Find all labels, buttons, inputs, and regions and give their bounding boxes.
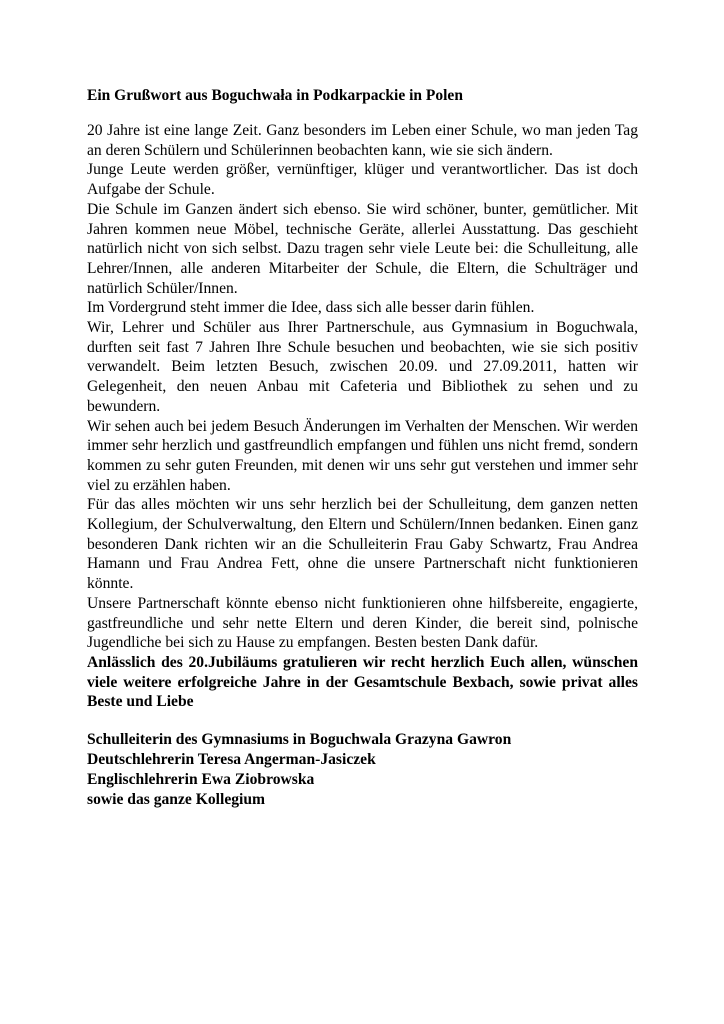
paragraph-thanks: Für das alles möchten wir uns sehr herzlich bei der Schulleitung, dem ganzen netten Kollegium, der Schulverwaltung, den Eltern und Schülern/Innen bedanken. Einen ganz besonderen Dank richten wir an die Schulleiterin Frau Gaby Schwartz, Frau Andrea Hamann und Frau Andrea Fett, ohne die unsere Partnerschaft nicht funktionieren könnte.	[87, 496, 638, 593]
signature-headmistress: Schulleiterin des Gymnasiums in Boguchwala Grazyna Gawron	[87, 731, 512, 749]
paragraph-visits: Wir sehen auch bei jedem Besuch Änderungen im Verhalten der Menschen. Wir werden immer sehr herzlich und gastfreundlich empfangen und fühlen uns nicht fremd, sondern kommen zu sehr guten Freunden, mit denen wir uns sehr gut verstehen und immer sehr viel zu erzählen haben.	[87, 417, 638, 494]
signature-english-teacher: Englischlehrerin Ewa Ziobrowska	[87, 771, 315, 789]
signature-block	[87, 730, 638, 810]
signature-german-teacher: Deutschlehrerin Teresa Angerman-Jasiczek	[87, 751, 376, 769]
paragraph-main-idea: Im Vordergrund steht immer die Idee, dass sich alle besser darin fühlen.	[87, 299, 535, 317]
document-content	[87, 85, 638, 810]
paragraph-school-changes: Die Schule im Ganzen ändert sich ebenso. Sie wird schöner, bunter, gemütlicher. Mit Jahren kommen neue Möbel, technische Geräte, allerlei Ausstattung. Das geschieht natürlich nicht von sich selbst. Dazu tragen sehr viele Leute bei: die Schulleitung, alle Lehrer/Innen, alle anderen Mitarbeiter der Schule, die Eltern, die Schulträger und natürlich Schüler/Innen.	[87, 200, 638, 297]
signature-staff: sowie das ganze Kollegium	[87, 791, 266, 809]
paragraph-congratulations: Anlässlich des 20.Jubiläums gratulieren wir recht herzlich Euch allen, wünschen viele weitere erfolgreiche Jahre in der Gesamtschule Bexbach, sowie privat alles Beste und Liebe	[87, 653, 638, 711]
document-title: Ein Grußwort aus Boguchwała in Podkarpackie in Polen	[87, 87, 463, 104]
paragraph-anniversary: 20 Jahre ist eine lange Zeit. Ganz besonders im Leben einer Schule, wo man jeden Tag an deren Schülern und Schülerinnen beobachten kann, wie sie sich ändern.	[87, 122, 638, 159]
paragraph-young-people: Junge Leute werden größer, vernünftiger, klüger und verantwortlicher. Das ist doch Aufgabe der Schule.	[87, 161, 638, 199]
document-body	[87, 121, 638, 712]
paragraph-partner-school: Wir, Lehrer und Schüler aus Ihrer Partnerschule, aus Gymnasium in Boguchwala, durften seit fast 7 Jahren Ihre Schule besuchen und beobachten, wie sie sich positiv verwandelt. Beim letzten Besuch, zwischen 20.09. und 27.09.2011, hatten wir Gelegenheit, den neuen Anbau mit Cafeteria und Bibliothek zu sehen und zu bewundern.	[87, 319, 638, 415]
paragraph-host-families: Unsere Partnerschaft könnte ebenso nicht funktionieren ohne hilfsbereite, engagierte, gastfreundliche und sehr nette Eltern und deren Kinder, die bereit sind, polnische Jugendliche bei sich zu Hause zu empfangen. Besten besten Dank dafür.	[87, 594, 638, 652]
